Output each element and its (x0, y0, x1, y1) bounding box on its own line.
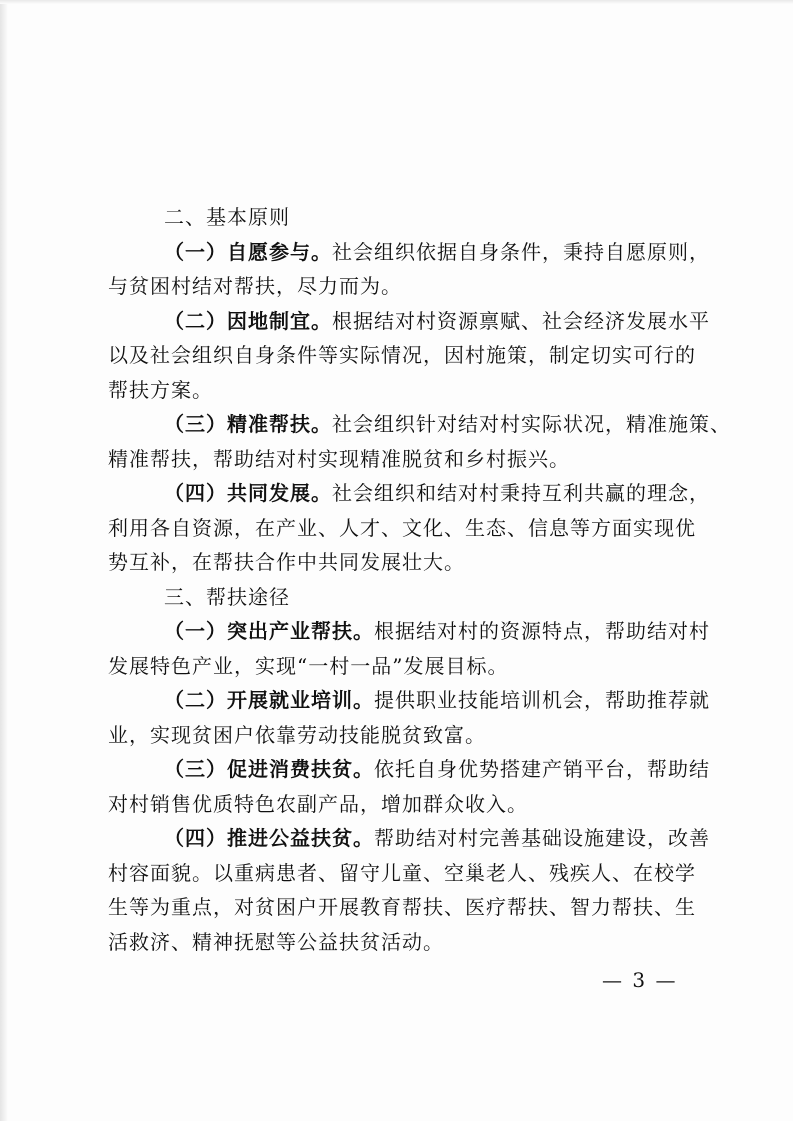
paragraph-line: 帮扶方案。 (108, 377, 213, 402)
paragraph-first-line (108, 235, 710, 270)
paragraph-line: 与贫困村结对帮扶，尽力而为。 (108, 274, 402, 298)
item-text: 根据结对村资源禀赋、社会经济发展水平 (332, 308, 710, 333)
paragraph-line: 活救济、精神抚慰等公益扶贫活动。 (108, 929, 444, 954)
paragraph-line: 以及社会组织自身条件等实际情况，因村施策，制定切实可行的 (108, 343, 696, 367)
item-label: （二）因地制宜。 (164, 308, 332, 333)
item-text: 依托自身优势搭建产销平台，帮助结 (374, 757, 710, 781)
paragraph-first-line (108, 476, 710, 511)
item-label: （四）推进公益扶贫。 (164, 826, 374, 850)
page-number: — 3 — (602, 968, 678, 992)
section-heading-principles: 二、基本原则 (164, 205, 290, 229)
item-label: （三）促进消费扶贫。 (164, 757, 374, 781)
paragraph-first-line (108, 752, 710, 787)
paragraph-voluntary (108, 235, 710, 304)
paragraph-first-line (108, 821, 710, 856)
item-text: 社会组织依据自身条件，秉持自愿原则， (332, 239, 710, 264)
paragraph-first-line (108, 614, 710, 649)
item-label: （一）突出产业帮扶。 (164, 619, 374, 643)
paragraph-line: 精准帮扶，帮助结对村实现精准脱贫和乡村振兴。 (108, 446, 570, 471)
document-body (108, 200, 731, 959)
paragraph-first-line (108, 304, 710, 339)
paragraph-line: 发展特色产业，实现“一村一品”发展目标。 (108, 653, 509, 678)
scan-edge-shadow (0, 0, 8, 1121)
item-text: 根据结对村的资源特点，帮助结对村 (374, 619, 710, 643)
section-heading-approaches: 三、帮扶途径 (164, 584, 290, 609)
item-label: （四）共同发展。 (164, 481, 332, 505)
item-label: （三）精准帮扶。 (164, 412, 332, 436)
paragraph-line: 势互补，在帮扶合作中共同发展壮大。 (108, 550, 465, 574)
paragraph-line: 村容面貌。以重病患者、留守儿童、空巢老人、残疾人、在校学 (108, 860, 696, 885)
paragraph-local-conditions (108, 304, 710, 408)
scan-edge-shadow-top (0, 0, 793, 4)
item-label: （一）自愿参与。 (164, 239, 332, 264)
paragraph-public-welfare (108, 821, 710, 959)
item-text: 帮助结对村完善基础设施建设，改善 (374, 826, 710, 850)
paragraph-first-line (108, 683, 710, 718)
item-label: （二）开展就业培训。 (164, 688, 374, 712)
item-text: 社会组织针对结对村实际状况，精准施策、 (332, 412, 731, 436)
paragraph-precise-assistance (108, 407, 731, 476)
paragraph-consumption-poverty-alleviation (108, 752, 710, 821)
item-text: 提供职业技能培训机会，帮助推荐就 (374, 688, 710, 712)
item-text: 社会组织和结对村秉持互利共赢的理念， (332, 481, 710, 505)
paragraph-industry-assistance (108, 614, 710, 683)
paragraph-common-development (108, 476, 710, 580)
paragraph-employment-training (108, 683, 710, 752)
paragraph-line: 对村销售优质特色农副产品，增加群众收入。 (108, 791, 528, 816)
paragraph-line: 业，实现贫困户依靠劳动技能脱贫致富。 (108, 722, 486, 747)
paragraph-line: 利用各自资源，在产业、人才、文化、生态、信息等方面实现优 (108, 515, 696, 540)
paragraph-line: 生等为重点，对贫困户开展教育帮扶、医疗帮扶、智力帮扶、生 (108, 895, 696, 919)
paragraph-first-line (108, 407, 731, 442)
